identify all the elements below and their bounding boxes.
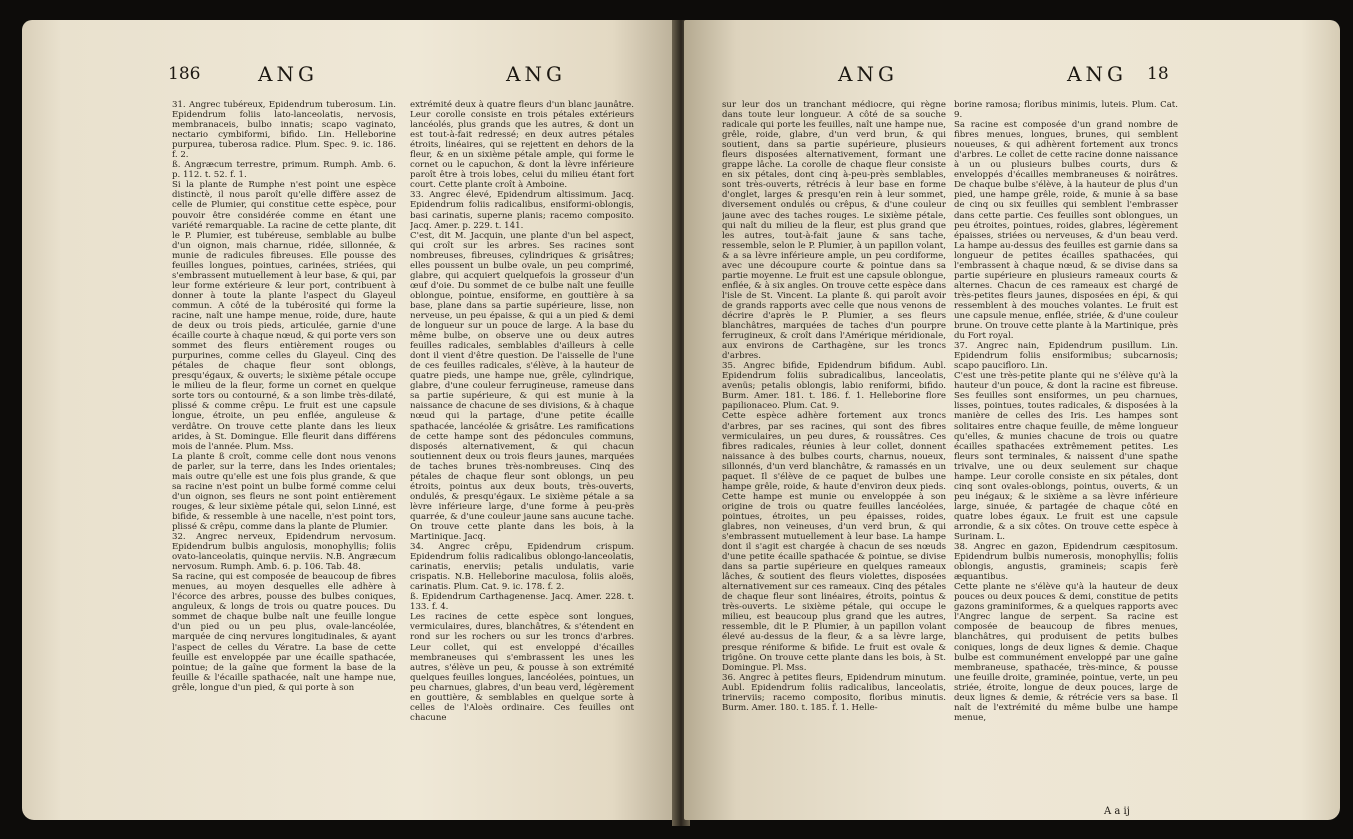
running-header-right: ANG bbox=[1067, 62, 1127, 86]
running-header-right: ANG bbox=[506, 62, 566, 86]
text-column-1: 31. Angrec tubéreux, Epidendrum tuberosum. Lin. Epidendrum foliis lato-lanceolatis, nervosis, membranaceis, bulbo innatis; scapo vaginato, nectario cymbiformi, bifido. Lin. Helleborine purpurea, tuberosa radice. Plum. Spec. 9. ic. 186. f. 2. ß. Angræcum terrestre, primum. Rumph. Amb. 6. p. 112. t. 52. f. 1. Si la plante de Rumphe n'est point une espèce distinctè, il nous paroît qu'elle diffère assez de celle de Plumier, qui constitue cette espèce, pour pouvoir être considérée comme en étant une variété remarquable. La racine de cette plante, dit le P. Plumier, est tubéreuse, semblable au bulbe d'un oignon, mais charnue, ridée, sillonnée, & munie de radicules fibreuses. Elle pousse des feuilles longues, pointues, carinées, striées, qui s'embrassent mutuellement à leur base, & qui, par leur forme extérieure & leur port, contribuent à donner à toute la plante l'aspect du Glayeul commun. A côté de la tubérosité qui forme la racine, naît une hampe menue, roide, dure, haute de deux ou trois pieds, articulée, garnie d'une écaille courte à chaque nœud, & qui porte vers son sommet des fleurs entièrement rouges ou purpurines, comme celles du Glayeul. Cinq des pétales de chaque fleur sont oblongs, presqu'égaux, & ouverts; le sixième pétale occupe le milieu de la fleur, forme un cornet en quelque sorte tors ou contourné, & a son limbe très-dilaté, plissé & comme crêpu. Le fruit est une capsule longue, étroite, un peu enflée, anguleuse & verdâtre. On trouve cette plante dans les lieux arides, à St. Domingue. Elle fleurit dans différens mois de l'année. Plum. Mss. La plante ß croît, comme celle dont nous venons de parler, sur la terre, dans les Indes orientales; mais outre qu'elle est une fois plus grande, & que sa racine n'est point un bulbe formé comme celui d'un oignon, ses fleurs ne sont point entièrement rouges, & leur sixième pétale qui, selon Linné, est bifide, & ressemble à une nacelle, n'est point tors, plissé & crêpu, comme dans la plante de Plumier. 32. Angrec nerveux, Epidendrum nervosum. Epidendrum bulbis angulosis, monophyllis; foliis ovato-lanceolatis, quinque nerviis. N.B. Angræcum nervosum. Rumph. Amb. 6. p. 106. Tab. 48. Sa racine, qui est composée de beaucoup de fibres menues, au moyen desquelles elle adhère à l'écorce des arbres, pousse des bulbes coniques, anguleux, & longs de trois ou quatre pouces. Du sommet de chaque bulbe naît une feuille longue d'un pied ou un peu plus, ovale-lancéolée, marquée de cinq nervures longitudinales, & ayant l'aspect de celles du Vératre. La base de cette feuille est enveloppée par une écaille spathacée, pointue; de la gaîne que forment la base de la feuille & l'écaille spathacée, naît une hampe nue, grêle, longue d'un pied, & qui porte à son bbox=[172, 100, 396, 693]
running-header-left: ANG bbox=[838, 62, 898, 86]
text-column-1: sur leur dos un tranchant médiocre, qui règne dans toute leur longueur. A côté de sa souche radicale qui porte les feuilles, naît une hampe nue, grêle, roide, glabre, d'un verd brun, & qui soutient, dans sa partie supérieure, plusieurs fleurs disposées alternativement, formant une grappe lâche. La corolle de chaque fleur consiste en six pétales, dont cinq à-peu-près semblables, sont très-ouverts, rétrécis à leur base en forme d'onglet, larges & presqu'en rein à leur sommet, diversement ondulés ou crêpus, & d'une couleur jaune avec des taches rouges. Le sixième pétale, qui naît du milieu de la fleur, est plus grand que les autres, tout-à-fait jaune & sans tache, ressemble, selon le P. Plumier, à un papillon volant, & a sa lèvre inférieure ample, un peu cordiforme, avec une découpure courte & pointue dans sa partie moyenne. Le fruit est une capsule oblongue, enflée, & à six angles. On trouve cette espèce dans l'isle de St. Vincent. La plante ß. qui paroît avoir de grands rapports avec celle que nous venons de décrire d'après le P. Plumier, a ses fleurs blanchâtres, marquées de taches d'un pourpre ferrugineux, & croît dans l'Amérique méridionale, aux environs de Carthagène, sur les troncs d'arbres. 35. Angrec bifide, Epidendrum bifidum. Aubl. Epidendrum foliis subradicalibus, lanceolatis, avenüs; petalis oblongis, labio reniformi, bifido. Burm. Amer. 181. t. 186. f. 1. Helleborine flore papilionaceo. Plum. Cat. 9. Cette espèce adhère fortement aux troncs d'arbres, par ses racines, qui sont des fibres vermiculaires, un peu dures, & roussâtres. Ces fibres radicales, réunies à leur collet, donnent naissance à des bulbes courts, charnus, noueux, sillonnés, d'un verd blanchâtre, & ramassés en un paquet. Il s'élève de ce paquet de bulbes une hampe grêle, roide, & haute d'environ deux pieds. Cette hampe est munie ou enveloppée à son origine de trois ou quatre feuilles lancéolées, pointues, étroites, un peu épaisses, roides, glabres, non veineuses, d'un verd brun, & qui s'embrassent mutuellement à leur base. La hampe dont il s'agit est chargée à chacun de ses nœuds d'une petite écaille spathacée & pointue, se divise dans sa partie supérieure en quelques rameaux lâches, & soutient des fleurs violettes, disposées alternativement sur ces rameaux. Cinq des pétales de chaque fleur sont linéaires, étroits, pointus & très-ouverts. Le sixième pétale, qui occupe le milieu, est beaucoup plus grand que les autres, ressemble, dit le P. Plumier, à un papillon volant élevé au-dessus de la fleur, & a sa lèvre large, presque réniforme & bifide. Le fruit est ovale & trigône. On trouve cette plante dans les bois, à St. Domingue. Pl. Mss. 36. Angrec à petites fleurs, Epidendrum minutum. Aubl. Epidendrum foliis radicalibus, lanceolatis, trinerviis; racemo composito, floribus minutis. Burm. Amer. 180. t. 185. f. 1. Helle- bbox=[722, 100, 946, 713]
running-header-left: ANG bbox=[258, 62, 318, 86]
right-page bbox=[684, 20, 1340, 820]
page-number: 18 bbox=[1147, 64, 1169, 84]
page-number: 186 bbox=[168, 64, 201, 84]
left-page bbox=[22, 20, 678, 820]
text-column-2: borine ramosa; floribus minimis, luteis. Plum. Cat. 9. Sa racine est composée d'un grand nombre de fibres menues, longues, brunes, qui semblent noueuses, & qui adhèrent fortement aux troncs d'arbres. Le collet de cette racine donne naissance à un ou plusieurs bulbes courts, durs & enveloppés d'écailles membraneuses & noirâtres. De chaque bulbe s'élève, à la hauteur de plus d'un pied, une hampe grêle, roide, & munie à sa base de cinq ou six feuilles qui semblent l'embrasser dans cette partie. Ces feuilles sont oblongues, un peu étroites, pointues, roides, glabres, légèrement épaisses, striées ou nerveuses, & d'un beau verd. La hampe au-dessus des feuilles est garnie dans sa longueur de petites écailles spathacées, qui l'embrassent à chaque nœud, & se divise dans sa partie supérieure en plusieurs rameaux courts & alternes. Chacun de ces rameaux est chargé de très-petites fleurs jaunes, disposées en épi, & qui ressemblent à des mouches volantes. Le fruit est une capsule menue, enflée, striée, & d'une couleur brune. On trouve cette plante à la Martinique, près du Fort royal. 37. Angrec nain, Epidendrum pusillum. Lin. Epidendrum foliis ensiformibus; subcarnosis; scapo paucifloro. Lin. C'est une très-petite plante qui ne s'élève qu'à la hauteur d'un pouce, & dont la racine est fibreuse. Ses feuilles sont ensiformes, un peu charnues, lisses, pointues, toutes radicales, & disposées à la manière de celles des Iris. Les hampes sont solitaires entre chaque feuille, de même longueur qu'elles, & munies chacune de trois ou quatre écailles spathacées extrêmement petites. Les fleurs sont terminales, & naissent d'une spathe trivalve, une ou deux seulement sur chaque hampe. Leur corolle consiste en six pétales, dont cinq sont ovales-oblongs, pointus, ouverts, & un peu inégaux; & le sixième a sa lèvre inférieure large, sinuée, & partagée de chaque côté en quatre lobes égaux. Le fruit est une capsule arrondie, & a six côtes. On trouve cette espèce à Surinam. L. 38. Angrec en gazon, Epidendrum cæspitosum. Epidendrum bulbis numerosis, monophyllis; foliis oblongis, angustis, gramineis; scapis ferè æquantibus. Cette plante ne s'élève qu'à la hauteur de deux pouces ou deux pouces & demi, constitue de petits gazons graminiformes, & a quelques rapports avec l'Angrec langue de serpent. Sa racine est composée de beaucoup de fibres menues, blanchâtres, qui produisent de petits bulbes coniques, longs de deux lignes & demie. Chaque bulbe est communément enveloppé par une gaîne membraneuse, spathacée, très-mince, & pousse une feuille droite, graminée, pointue, verte, un peu striée, étroite, longue de deux pouces, large de deux lignes & demie, & rétrécie vers sa base. Il naît de l'extrémité du même bulbe une hampe menue, bbox=[954, 100, 1178, 723]
text-column-2: extrémité deux à quatre fleurs d'un blanc jaunâtre. Leur corolle consiste en trois pétales extérieurs lancéolés, plus grands que les autres, & dont un est tout-à-fait redressé; en deux autres pétales étroits, linéaires, qui se rejettent en dehors de la fleur, & en un sixième pétale ample, qui forme le cornet ou le capuchon, & dont la lèvre inférieure paroît être à trois lobes, celui du milieu étant fort court. Cette plante croît à Amboine. 33. Angrec élevé, Epidendrum altissimum. Jacq. Epidendrum foliis radicalibus, ensiformi-oblongis, basi carinatis, superne planis; racemo composito. Jacq. Amer. p. 229. t. 141. C'est, dit M. Jacquin, une plante d'un bel aspect, qui croît sur les arbres. Ses racines sont nombreuses, fibreuses, cylindriques & grisâtres; elles poussent un bulbe ovale, un peu comprimé, glabre, qui acquiert quelquefois la grosseur d'un œuf d'oie. Du sommet de ce bulbe naît une feuille oblongue, pointue, ensiforme, en gouttière à sa base, plane dans sa partie supérieure, lisse, non nerveuse, un peu épaisse, & qui a un pied & demi de longueur sur un pouce de large. A la base du même bulbe, on observe une ou deux autres feuilles radicales, semblables d'ailleurs à celle dont il vient d'être question. De l'aisselle de l'une de ces feuilles radicales, s'élève, à la hauteur de quatre pieds, une hampe nue, grêle, cylindrique, glabre, d'une couleur ferrugineuse, rameuse dans sa partie supérieure, & qui est munie à la naissance de chacune de ses divisions, & à chaque nœud qui la partage, d'une petite écaille spathacée, lancéolée & grisâtre. Les ramifications de cette hampe sont des pédoncules communs, disposés alternativement, & qui chacun soutiennent deux ou trois fleurs jaunes, marquées de taches brunes très-nombreuses. Cinq des pétales de chaque fleur sont oblongs, un peu étroits, pointus aux deux bouts, très-ouverts, ondulés, & presqu'égaux. Le sixième pétale a sa lèvre inférieure large, d'une forme à peu-près quarrée, & d'une couleur jaune sans aucune tache. On trouve cette plante dans les bois, à la Martinique. Jacq. 34. Angrec crêpu, Epidendrum crispum. Epidendrum foliis radicalibus oblongo-lanceolatis, carinatis, enerviis; petalis undulatis, varie crispatis. N.B. Helleborine maculosa, foliis aloës, carinatis. Plum. Cat. 9. ic. 178. f. 2. ß. Epidendrum Carthagenense. Jacq. Amer. 228. t. 133. f. 4. Les racines de cette espèce sont longues, vermiculaires, dures, blanchâtres, & s'étendent en rond sur les rochers ou sur les troncs d'arbres. Leur collet, qui est enveloppé d'écailles membraneuses qui s'embrassent les unes les autres, s'élève un peu, & pousse à son extrémité quelques feuilles longues, lancéolées, pointues, un peu charnues, glabres, d'un beau verd, légèrement en gouttière, & semblables en quelque sorte à celles de l'Aloès ordinaire. Ces feuilles ont chacune bbox=[410, 100, 634, 723]
signature-mark: A a ij bbox=[1104, 806, 1130, 817]
open-book bbox=[22, 20, 1340, 832]
